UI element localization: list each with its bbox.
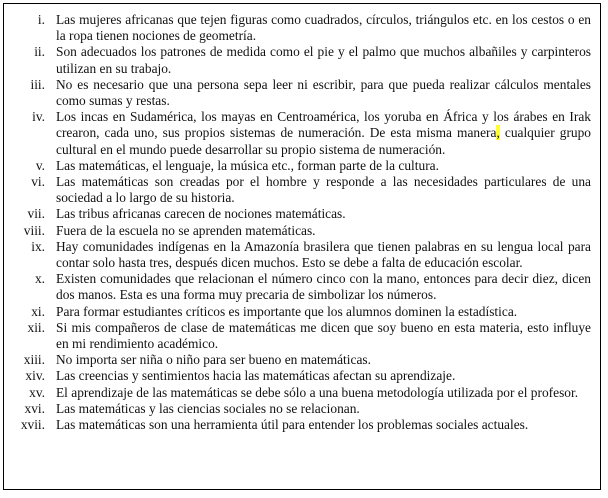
item-numeral: v. [35,157,45,173]
item-numeral: x. [34,271,45,287]
list-item [4,239,600,271]
item-numeral: xvii. [20,417,45,433]
item-numeral: xvi. [24,400,45,416]
list-item [4,304,600,320]
item-text: Hay comunidades indígenas en la Amazonía brasilera que tienen palabras en su lengua local para contar solo hasta tres, después dicen muchos. Esto se debe a falta de educación escolar. [56,238,591,271]
item-numeral: xv. [29,384,45,400]
item-text: Para formar estudiantes críticos es importante que los alumnos dominen la estadística. [56,303,518,319]
item-numeral: ii. [34,44,45,60]
item-text: El aprendizaje de las matemáticas se debe sólo a una buena metodología utilizada por el profesor. [56,384,579,400]
item-text: Las matemáticas y las ciencias sociales no se relacionan. [56,400,360,416]
item-text: Las matemáticas, el lenguaje, la música etc., forman parte de la cultura. [56,157,439,173]
item-numeral: xiv. [25,368,45,384]
list-item [4,44,600,76]
item-text: Las matemáticas son creadas por el hombre y responde a las necesidades particulares de una sociedad a lo largo de su historia. [56,174,591,206]
list-item [4,223,600,239]
item-text: Si mis compañeros de clase de matemáticas me dicen que soy bueno en esta materia, esto influye en mi rendimiento académico. [56,319,591,352]
list-item [4,352,600,368]
item-numeral: iv. [32,109,45,125]
list-item [4,77,600,109]
item-numeral: vi. [31,174,45,190]
item-text: No importa ser niña o niño para ser bueno en matemáticas. [56,352,371,368]
list-item [4,206,600,222]
list-item [4,158,600,174]
item-text: Las mujeres africanas que tejen figuras como cuadrados, círculos, triángulos etc. en los cestos o en la ropa tienen nociones de geometría. [56,12,591,44]
item-text: Existen comunidades que relacionan el número cinco con la mano, entonces para decir diez, dicen dos manos. Esta es una forma muy precaria de simbolizar los números. [56,271,591,303]
item-numeral: viii. [23,222,45,238]
list-item [4,12,600,44]
item-text: Las matemáticas son una herramienta útil para entender los problemas sociales actuales. [56,417,529,433]
item-numeral: iii. [30,76,45,92]
item-text-part: Los incas en Sudamérica, los mayas en Centroamérica, los yoruba en África y los árabes en Irak crearon, cada uno, sus propios sistemas de numeración. De esta misma manera [56,109,591,141]
highlighted-comma: , [496,125,500,141]
item-text: Son adecuados los patrones de medida como el pie y el palmo que muchos albañiles y carpinteros utilizan en su trabajo. [56,44,591,76]
item-numeral: vii. [27,206,45,222]
item-numeral: xi. [31,303,45,319]
item-text: Las creencias y sentimientos hacia las matemáticas afectan su aprendizaje. [56,368,456,384]
list-item [4,109,600,158]
item-text: Fuera de la escuela no se aprenden matemáticas. [56,222,316,238]
list-item [4,401,600,417]
item-numeral: i. [37,12,45,27]
list-item [4,385,600,401]
item-numeral: ix. [31,238,45,254]
statement-list-box [3,3,601,490]
item-numeral: xii. [27,319,45,335]
statement-list [4,12,600,433]
item-text: No es necesario que una persona sepa leer ni escribir, para que pueda realizar cálculos mentales como sumas y restas. [56,76,591,109]
list-item [4,417,600,433]
list-item [4,320,600,352]
list-item [4,271,600,303]
item-text [56,109,591,158]
item-text: Las tribus africanas carecen de nociones matemáticas. [56,206,346,222]
item-text-part: cualquier grupo cultural en el mundo puede desarrollar su propio sistema de numeración. [56,125,591,157]
item-numeral: xiii. [23,352,45,368]
list-item [4,174,600,206]
list-item [4,368,600,384]
